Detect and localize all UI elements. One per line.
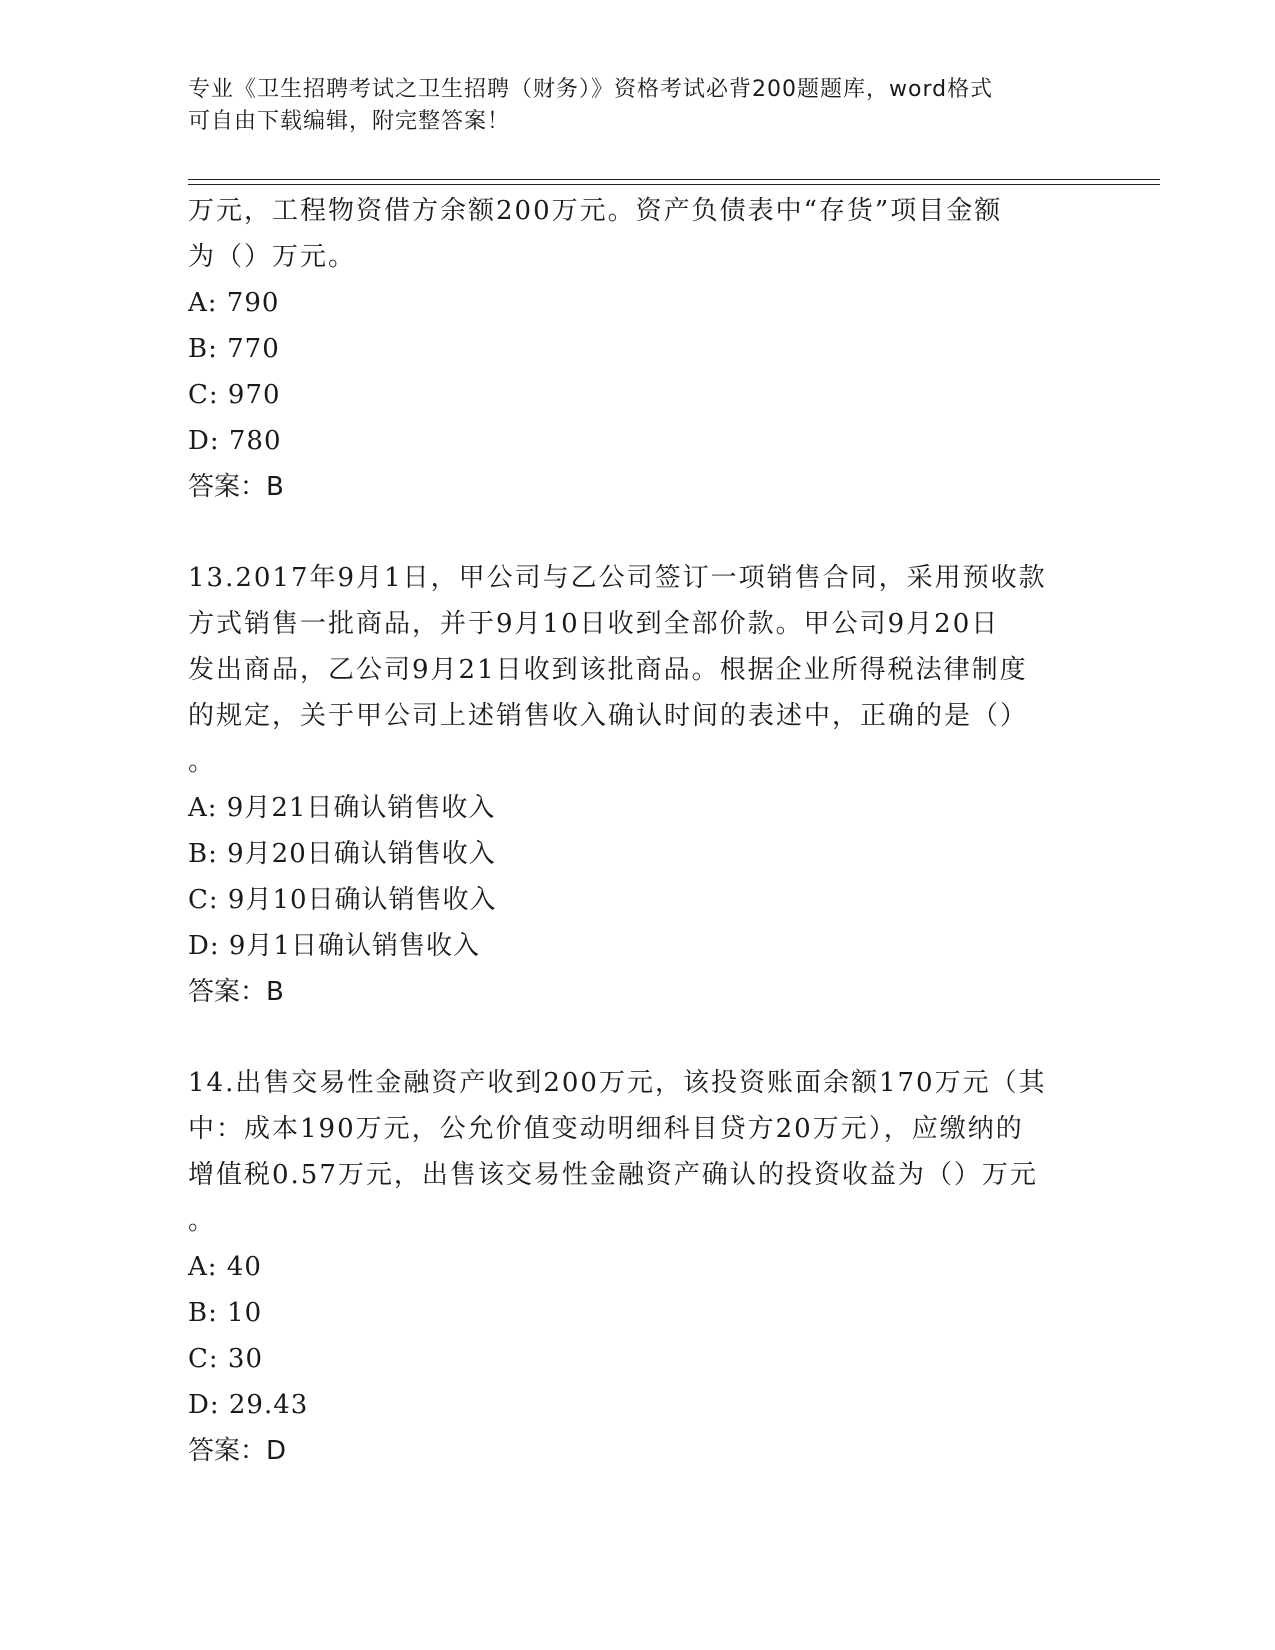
option-b: B: 10 (188, 1298, 263, 1328)
option-d: D: 9月1日确认销售收入 (188, 931, 480, 961)
question-text-line: 中：成本190万元，公允价值变动明细科目贷方20万元），应缴纳的 (188, 1114, 1024, 1144)
question-text-line: 13.2017年9月1日，甲公司与乙公司签订一项销售合同，采用预收款 (188, 563, 1047, 593)
header-rule-bottom (188, 184, 1160, 185)
question-text-line: 的规定，关于甲公司上述销售收入确认时间的表述中，正确的是（） (188, 701, 1029, 731)
question-text-line: 万元，工程物资借方余额200万元。资产负债表中“存货”项目金额 (188, 196, 1003, 226)
document-body (188, 188, 1088, 1474)
header-rule-top (188, 179, 1160, 180)
header-line-1: 专业《卫生招聘考试之卫生招聘（财务）》资格考试必背200题题库，word格式 (188, 77, 994, 102)
option-c: C: 970 (188, 380, 281, 410)
option-a: A: 40 (188, 1252, 262, 1282)
question-text-line: 方式销售一批商品，并于9月10日收到全部价款。甲公司9月20日 (188, 609, 1000, 639)
question-text-line: 增值税0.57万元，出售该交易性金融资产确认的投资收益为（）万元 (188, 1160, 1038, 1190)
header-line-2: 可自由下载编辑，附完整答案！ (188, 109, 511, 134)
answer: 答案：B (188, 472, 284, 502)
option-c: C: 30 (188, 1344, 264, 1374)
question-text-line: 14.出售交易性金融资产收到200万元，该投资账面余额170万元（其 (188, 1068, 1047, 1098)
option-c: C: 9月10日确认销售收入 (188, 885, 497, 915)
option-b: B: 9月20日确认销售收入 (188, 839, 496, 869)
option-a: A: 790 (188, 288, 280, 318)
option-d: D: 780 (188, 426, 282, 456)
question-13 (188, 555, 1088, 1015)
question-14 (188, 1060, 1088, 1474)
question-12 (188, 188, 1088, 510)
option-b: B: 770 (188, 334, 280, 364)
option-d: D: 29.43 (188, 1390, 309, 1420)
question-text-line: 为（）万元。 (188, 242, 357, 272)
option-a: A: 9月21日确认销售收入 (188, 793, 496, 823)
question-text-line: 发出商品，乙公司9月21日收到该批商品。根据企业所得税法律制度 (188, 655, 1028, 685)
document-header (188, 74, 1088, 138)
spacer (188, 1015, 1088, 1060)
answer: 答案：D (188, 1436, 287, 1466)
question-text-line: 。 (188, 747, 217, 777)
answer: 答案：B (188, 977, 284, 1007)
spacer (188, 510, 1088, 555)
question-text-line: 。 (188, 1206, 217, 1236)
